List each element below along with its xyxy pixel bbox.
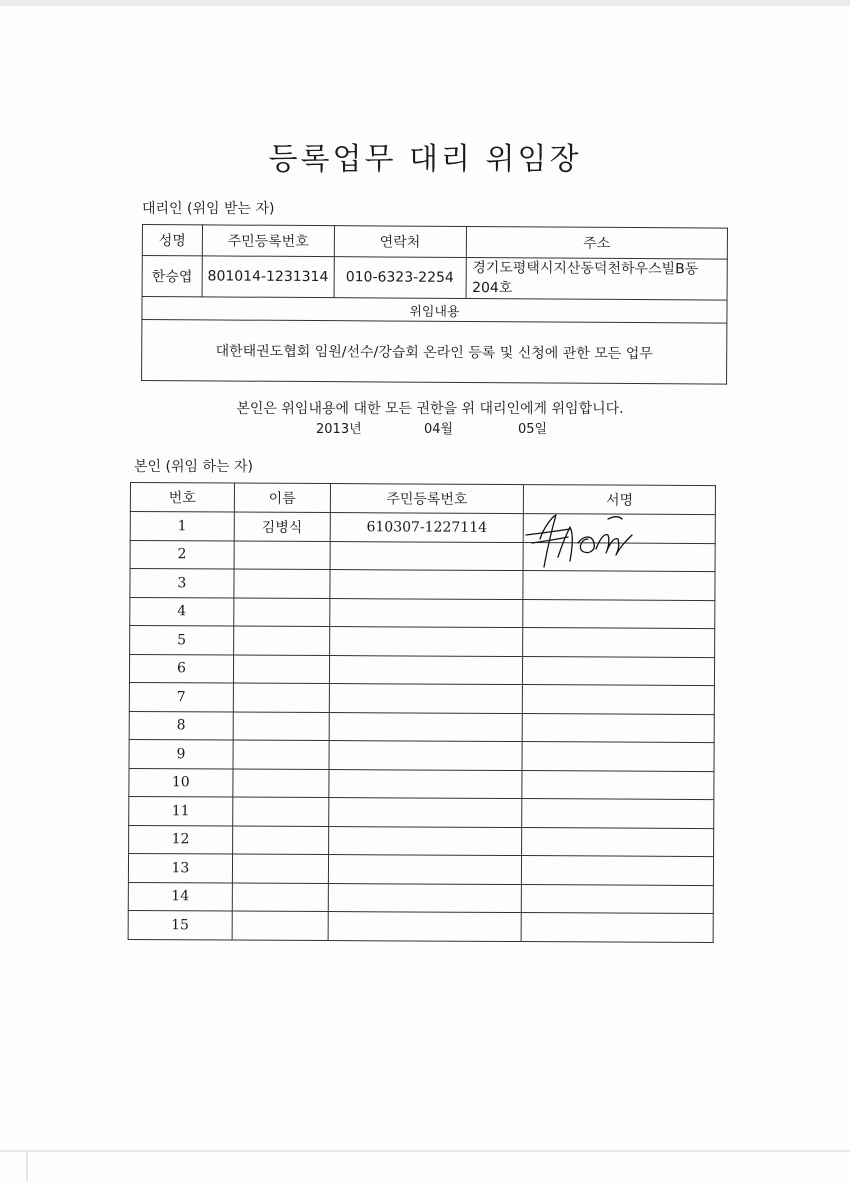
delegation-content: 대한태권도협회 임원/선수/강습회 온라인 등록 및 신청에 관한 모든 업무 <box>142 320 727 385</box>
principal-row <box>128 882 713 914</box>
principal-row-no: 15 <box>128 910 232 939</box>
principal-row-rrn <box>329 655 523 685</box>
agent-address-line2: 204호 <box>472 280 513 297</box>
delegation-statement: 본인은 위임내용에 대한 모든 권한을 위 대리인에게 위임합니다. <box>236 401 624 417</box>
principal-row-no: 4 <box>130 597 234 626</box>
principal-row-rrn <box>328 769 522 799</box>
principal-row-name <box>233 797 329 826</box>
principal-row-name <box>232 854 328 883</box>
principal-row <box>129 711 714 743</box>
principal-row-no: 1 <box>130 512 234 541</box>
principal-row-signature <box>523 571 715 601</box>
agent-header-contact: 연락처 <box>334 226 466 258</box>
principal-row <box>130 597 715 629</box>
principal-row-rrn <box>328 912 522 942</box>
date-month: 04월 <box>424 422 454 437</box>
principal-row-signature <box>522 770 714 800</box>
principal-row-signature <box>521 913 713 943</box>
principal-section-label: 본인 (위임 하는 자) <box>134 459 253 475</box>
principal-row-rrn <box>329 598 523 628</box>
agent-rrn: 801014-1231314 <box>202 256 334 298</box>
principal-header-signature: 서명 <box>524 485 716 515</box>
principal-row-rrn <box>328 826 522 856</box>
principal-row-rrn <box>328 883 522 913</box>
principal-row-name <box>233 740 329 769</box>
agent-section-label: 대리인 (위임 받는 자) <box>142 201 275 217</box>
principal-row-signature <box>523 628 715 658</box>
principal-row-no: 13 <box>128 853 232 882</box>
principal-row-signature <box>523 599 715 629</box>
principal-header-no: 번호 <box>130 483 234 513</box>
principal-row-rrn: 610307-1227114 <box>330 513 524 543</box>
principal-row-signature <box>523 685 715 715</box>
agent-header-name: 성명 <box>142 225 202 256</box>
principal-row-name <box>233 683 329 712</box>
principal-row-no: 10 <box>129 768 233 797</box>
principal-row-rrn <box>329 712 523 742</box>
principal-row <box>129 768 714 800</box>
principal-row-name <box>233 655 329 684</box>
principal-row-name <box>232 911 328 940</box>
principal-row-signature <box>523 656 715 686</box>
principal-row-name <box>232 826 328 855</box>
principal-row-no: 12 <box>129 825 233 854</box>
delegation-header: 위임내용 <box>142 297 727 324</box>
agent-header-address: 주소 <box>466 226 728 259</box>
agent-table <box>141 224 728 385</box>
agent-address-line1: 경기도평택시지산동덕천하우스빌B동 <box>472 260 699 278</box>
principal-row-name: 김병식 <box>234 512 330 541</box>
principal-row <box>128 853 713 885</box>
principal-row-signature <box>522 742 714 772</box>
agent-data-row <box>142 256 727 301</box>
scan-edge-mark <box>26 1150 28 1182</box>
scan-edge-bottom <box>0 1150 850 1152</box>
principal-row <box>129 825 714 857</box>
principal-row-signature <box>522 799 714 829</box>
principal-row-rrn <box>328 855 522 885</box>
delegation-content-row <box>142 320 727 385</box>
date-day: 05일 <box>518 422 548 437</box>
principal-row-name <box>234 541 330 570</box>
principal-row-no: 9 <box>129 739 233 768</box>
principal-row-signature <box>522 827 714 857</box>
principal-row-rrn <box>329 741 523 771</box>
principal-row-name <box>234 569 330 598</box>
agent-address <box>466 257 728 300</box>
principal-table-body <box>128 512 715 943</box>
principal-row-rrn <box>328 798 522 828</box>
principal-row-rrn <box>330 570 524 600</box>
principal-row-no: 8 <box>129 711 233 740</box>
principal-row-no: 11 <box>129 796 233 825</box>
principal-row-rrn <box>329 627 523 657</box>
principal-row-signature <box>522 884 714 914</box>
principal-row-rrn <box>329 684 523 714</box>
agent-header-row <box>142 225 727 260</box>
principal-header-rrn: 주민등록번호 <box>330 484 524 514</box>
principal-row <box>129 796 714 828</box>
principal-row-rrn <box>330 541 524 571</box>
principal-row-signature <box>523 713 715 743</box>
principal-row <box>129 682 714 714</box>
principal-row-no: 2 <box>130 540 234 569</box>
date-year: 2013년 <box>316 422 362 437</box>
principal-row-no: 6 <box>129 654 233 683</box>
principal-row-no: 14 <box>128 882 232 911</box>
principal-row-no: 7 <box>129 682 233 711</box>
agent-name: 한승엽 <box>142 256 202 297</box>
principal-row-name <box>233 712 329 741</box>
principal-row <box>130 626 715 658</box>
principal-row <box>130 569 715 601</box>
principal-row-name <box>233 626 329 655</box>
principal-row-no: 5 <box>130 626 234 655</box>
principal-row-name <box>232 883 328 912</box>
principal-row-name <box>233 769 329 798</box>
document-title: 등록업무 대리 위임장 <box>268 142 582 177</box>
principal-header-name: 이름 <box>234 483 330 513</box>
signature-mark <box>522 505 640 573</box>
principal-row-signature <box>522 856 714 886</box>
principal-row <box>129 654 714 686</box>
agent-header-rrn: 주민등록번호 <box>202 225 334 257</box>
principal-row-no: 3 <box>130 569 234 598</box>
principal-row <box>128 910 713 942</box>
principal-row <box>129 739 714 771</box>
principal-row-name <box>234 598 330 627</box>
scan-edge-top <box>0 0 850 6</box>
agent-contact: 010-6323-2254 <box>334 257 466 299</box>
